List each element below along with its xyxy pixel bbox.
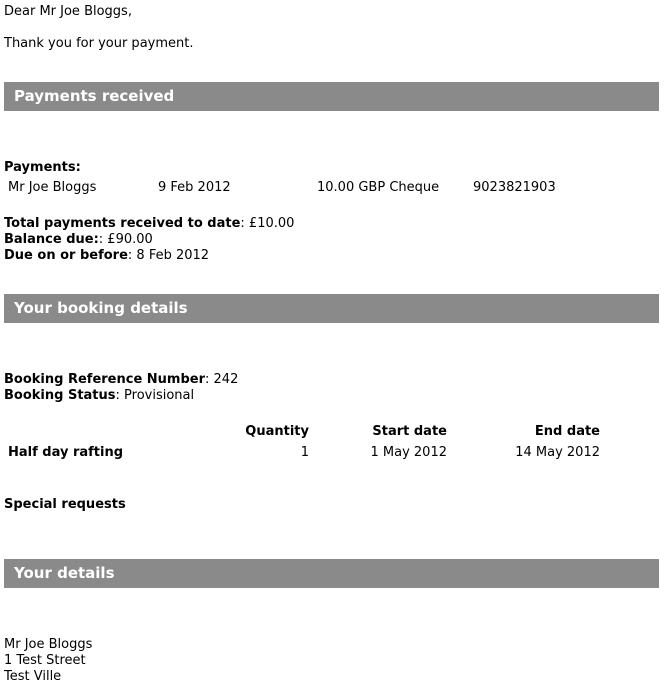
total-payments-value: : £10.00 xyxy=(240,216,295,231)
due-date-label: Due on or before xyxy=(4,248,128,263)
booking-reference xyxy=(4,372,238,388)
balance-due xyxy=(4,232,153,248)
your-details-header: Your details xyxy=(4,559,659,588)
booking-reference-value: : 242 xyxy=(205,372,239,387)
payment-date: 9 Feb 2012 xyxy=(158,180,231,195)
booking-item-quantity: 1 xyxy=(300,445,309,460)
special-requests-label: Special requests xyxy=(4,497,126,512)
payment-amount: 10.00 GBP Cheque xyxy=(317,180,440,195)
due-date xyxy=(4,248,209,264)
thanks-message: Thank you for your payment. xyxy=(4,36,194,51)
total-payments xyxy=(4,216,294,232)
booking-status xyxy=(4,388,194,404)
booking-item-start-date: 1 May 2012 xyxy=(370,445,447,460)
booking-reference-label: Booking Reference Number xyxy=(4,372,206,387)
booking-details-header: Your booking details xyxy=(4,294,659,323)
start-date-header: Start date xyxy=(372,424,447,439)
address-line-1: 1 Test Street xyxy=(4,653,86,668)
greeting: Dear Mr Joe Bloggs, xyxy=(4,4,132,19)
payment-reference: 9023821903 xyxy=(473,180,556,195)
balance-due-value: : £90.00 xyxy=(98,232,153,247)
end-date-header: End date xyxy=(534,424,600,439)
booking-item-end-date: 14 May 2012 xyxy=(515,445,600,460)
booking-status-value: : Provisional xyxy=(115,388,195,403)
balance-due-label: Balance due: xyxy=(4,232,99,247)
due-date-value: : 8 Feb 2012 xyxy=(127,248,210,263)
address-line-2: Test Ville xyxy=(4,669,62,684)
payment-name: Mr Joe Bloggs xyxy=(8,180,97,195)
customer-name: Mr Joe Bloggs xyxy=(4,637,93,652)
payments-received-header: Payments received xyxy=(4,82,659,111)
quantity-header: Quantity xyxy=(245,424,309,439)
total-payments-label: Total payments received to date xyxy=(4,216,241,231)
payments-label: Payments: xyxy=(4,160,81,175)
booking-status-label: Booking Status xyxy=(4,388,116,403)
booking-item-name: Half day rafting xyxy=(8,445,124,460)
